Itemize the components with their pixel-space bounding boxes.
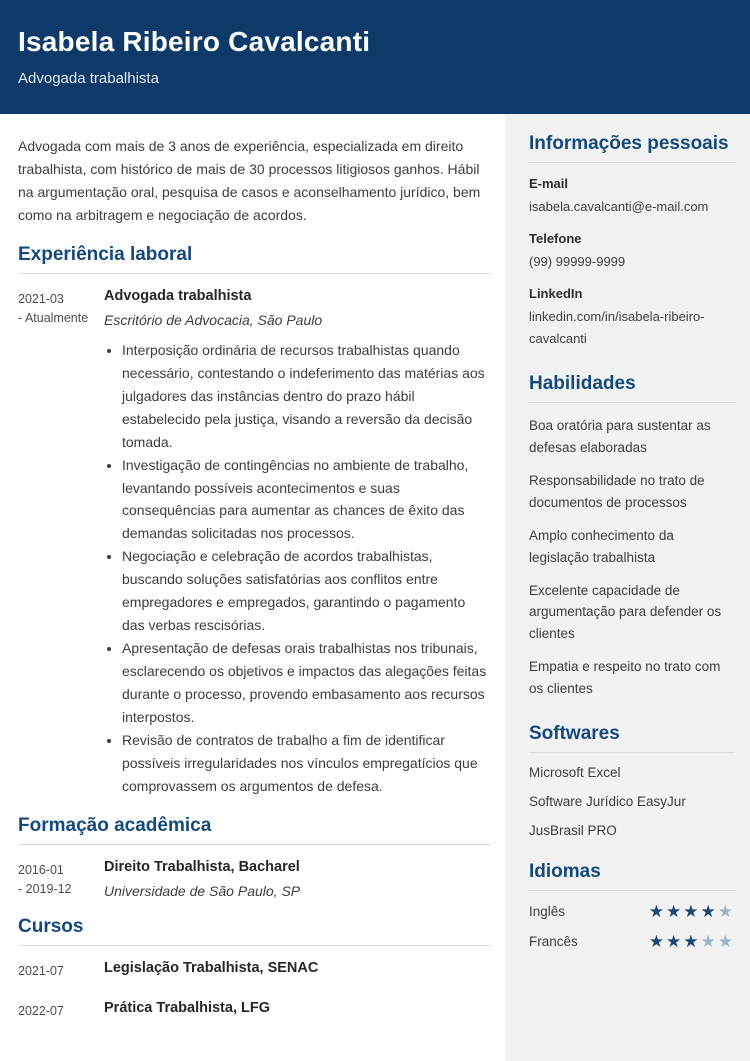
summary-paragraph: Advogada com mais de 3 anos de experiência, especializada em direito trabalhista, com histórico de mais de 30 processos litigiosos ganhos. Hábil na argumentação oral, pesquisa de casos e aconselhamento jurídico, bem como na arbitragem e negociação de acordos.	[18, 138, 481, 223]
skill-item: Amplo conhecimento da legislação trabalhista	[529, 527, 674, 565]
contact-item-linkedin	[529, 286, 735, 350]
section-heading-courses: Cursos	[18, 916, 491, 946]
software-item: Software Jurídico EasyJur	[529, 793, 686, 809]
entry-body	[104, 288, 491, 798]
section-heading-experience: Experiência laboral	[18, 244, 491, 274]
course-entry	[18, 960, 491, 981]
entry-body	[104, 960, 491, 981]
experience-bullet: • Investigação de contingências no ambiente de trabalho, levantando possíveis acontecimentos e suas consequências para aumentar as chances de êxito das demandas solicitadas nos processos.	[122, 454, 491, 546]
language-row	[529, 903, 735, 920]
language-name: Inglês	[529, 903, 566, 919]
skill-item: Boa oratória para sustentar as defesas elaboradas	[529, 418, 711, 456]
section-heading-skills: Habilidades	[529, 373, 735, 403]
language-row	[529, 933, 735, 950]
skill-item: Responsabilidade no trato de documentos de processos	[529, 473, 705, 510]
section-heading-education: Formação acadêmica	[18, 815, 491, 845]
section-heading-personal-info: Informações pessoais	[529, 133, 735, 163]
experience-bullet: • Negociação e celebração de acordos trabalhistas, buscando soluções satisfatórias aos conflitos entre empregadores e empregados, garantindo o pagamento das verbas rescisórias.	[122, 545, 491, 637]
section-heading-softwares: Softwares	[529, 723, 735, 753]
star-filled-icon: ★	[700, 901, 718, 921]
contact-item-phone	[529, 231, 735, 273]
date-to: - 2019-12	[18, 881, 72, 896]
course-title: Prática Trabalhista, LFG	[104, 999, 270, 1016]
star-filled-icon: ★	[683, 931, 701, 951]
date-from: 2021-03	[18, 291, 64, 306]
date-from: 2016-01	[18, 862, 64, 877]
resume-header	[0, 0, 750, 114]
date-to: - Atualmente	[18, 310, 89, 325]
experience-bullet: • Revisão de contratos de trabalho a fim de identificar possíveis irregularidades nos vínculos empregatícios que comprovassem os argumentos de defesa.	[122, 729, 491, 798]
entry-date	[18, 960, 104, 981]
entry-date-range	[18, 859, 104, 899]
star-empty-icon: ★	[700, 931, 718, 951]
software-item: JusBrasil PRO	[529, 822, 617, 838]
experience-entry	[18, 288, 491, 798]
contact-item-email	[529, 176, 735, 218]
contact-value-email: isabela.cavalcanti@e-mail.com	[529, 199, 709, 214]
contact-label: LinkedIn	[529, 286, 583, 302]
contact-label: E-mail	[529, 176, 569, 191]
contact-label: Telefone	[529, 231, 582, 247]
experience-bullet: • Apresentação de defesas orais trabalhistas nos tribunais, esclarecendo os objetivos e impactos das alegações feitas durante o processo, provendo embasamento aos recursos interpostos.	[122, 637, 491, 729]
job-title: Advogada trabalhista	[104, 287, 252, 304]
skill-item: Excelente capacidade de argumentação para defender os clientes	[529, 582, 722, 642]
star-filled-icon: ★	[666, 931, 684, 951]
date: 2022-07	[18, 1003, 64, 1018]
entry-body	[104, 859, 491, 899]
star-filled-icon: ★	[683, 901, 701, 921]
job-organization: Escritório de Advocacia, São Paulo	[104, 311, 323, 328]
language-name: Francês	[529, 933, 578, 949]
course-entry	[18, 1000, 491, 1021]
sidebar-column	[505, 114, 750, 1061]
contact-value-phone: (99) 99999-9999	[529, 254, 626, 270]
person-job-title: Advogada trabalhista	[18, 69, 159, 87]
star-filled-icon: ★	[666, 901, 684, 921]
contact-value-linkedin: linkedin.com/in/isabela-ribeiro-cavalcanti	[529, 309, 705, 347]
degree-title: Direito Trabalhista, Bacharel	[104, 858, 300, 875]
experience-bullet-list	[104, 339, 491, 798]
entry-body	[104, 1000, 491, 1021]
person-name: Isabela Ribeiro Cavalcanti	[18, 26, 371, 57]
entry-date-range	[18, 288, 104, 798]
language-rating-stars	[649, 933, 735, 950]
star-empty-icon: ★	[717, 931, 735, 951]
skill-item: Empatia e respeito no trato com os clientes	[529, 659, 721, 696]
star-empty-icon: ★	[717, 901, 735, 921]
star-filled-icon: ★	[648, 901, 666, 921]
education-organization: Universidade de São Paulo, SP	[104, 882, 301, 899]
entry-date	[18, 1000, 104, 1021]
section-heading-languages: Idiomas	[529, 861, 735, 891]
software-item: Microsoft Excel	[529, 764, 621, 780]
education-entry	[18, 859, 491, 899]
content-area	[0, 114, 750, 1061]
course-title: Legislação Trabalhista, SENAC	[104, 959, 319, 976]
date: 2021-07	[18, 963, 64, 978]
experience-bullet: • Interposição ordinária de recursos trabalhistas quando necessário, contestando o indeferimento das matérias aos julgadores das instâncias dentro do prazo hábil estabelecido pela justiça, visando a reversão da decisão tomada.	[122, 339, 491, 454]
star-filled-icon: ★	[648, 931, 666, 951]
main-column	[0, 114, 505, 1061]
language-rating-stars	[649, 903, 735, 920]
